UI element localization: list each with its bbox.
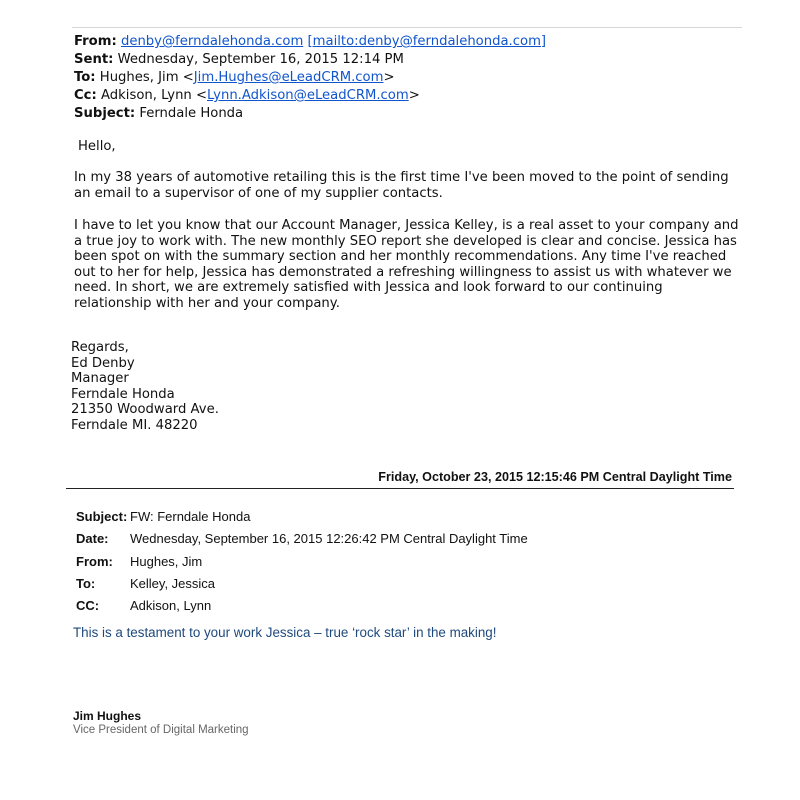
sender-name: Jim Hughes — [73, 709, 142, 723]
subject-value: Ferndale Honda — [139, 106, 244, 121]
signature-line: 21350 Woodward Ave. — [71, 402, 219, 418]
fw-date-row — [76, 531, 528, 546]
signature-line: Ed Denby — [71, 355, 135, 371]
fw-to-row — [76, 576, 215, 591]
subject-label: Subject: — [74, 106, 136, 121]
from-label: From: — [74, 34, 117, 49]
forward-note: This is a testament to your work Jessica – true ‘rock star’ in the making! — [73, 625, 497, 640]
header-sent-line — [74, 51, 404, 69]
top-divider — [72, 27, 742, 28]
fw-from-value: Hughes, Jim — [130, 554, 203, 569]
fw-from-row — [76, 554, 202, 569]
fw-from-label: From: — [76, 554, 113, 569]
fw-subject-label: Subject: — [76, 509, 128, 524]
cc-email-link[interactable]: Lynn.Adkison@eLeadCRM.com — [207, 88, 409, 103]
section-divider — [66, 488, 734, 489]
fw-subject-row — [76, 509, 250, 524]
header-subject-line — [74, 105, 243, 123]
fw-cc-row — [76, 598, 211, 613]
from-mailto-link[interactable]: [mailto:denby@ferndalehonda.com] — [307, 34, 547, 49]
signature-block — [71, 340, 219, 434]
cc-label: Cc: — [74, 88, 97, 103]
fw-cc-value: Adkison, Lynn — [130, 598, 212, 613]
signature-line: Regards, — [71, 340, 129, 355]
header-to-line — [74, 69, 395, 87]
signature-line: Manager — [71, 371, 129, 387]
sent-value: Wednesday, September 16, 2015 12:14 PM — [117, 52, 404, 67]
cc-close: > — [408, 88, 420, 103]
header-from-line — [74, 33, 546, 51]
fw-to-value: Kelley, Jessica — [130, 576, 216, 591]
fw-date-value: Wednesday, September 16, 2015 12:26:42 PM Central Daylight Time — [130, 531, 528, 546]
cc-name: Adkison, Lynn < — [100, 88, 208, 103]
signature-line: Ferndale MI. 48220 — [71, 417, 198, 433]
to-email-link[interactable]: Jim.Hughes@eLeadCRM.com — [193, 70, 384, 85]
body-paragraph-2: I have to let you know that our Account Manager, Jessica Kelley, is a real asset to your company and a true joy to work with. The new monthly SEO report she developed is clear and concise. Jessica has been spot on with the summary section and her monthly recommendations. Any time I've reached out to her for help, Jessica has demonstrated a refreshing willingness to assist us with whatever we need. In short, we are extremely satisfied with Jessica and look forward to our continuing relationship with her and your company. — [74, 218, 739, 311]
signature-line: Ferndale Honda — [71, 386, 175, 402]
print-timestamp: Friday, October 23, 2015 12:15:46 PM Central Daylight Time — [378, 470, 732, 484]
body-paragraph-1: In my 38 years of automotive retailing this is the first time I've been moved to the point of sending an email to a supervisor of one of my supplier contacts. — [74, 170, 729, 201]
to-label: To: — [74, 70, 96, 85]
to-close: > — [383, 70, 395, 85]
fw-cc-label: CC: — [76, 598, 100, 613]
to-name: Hughes, Jim < — [99, 70, 194, 85]
sender-title: Vice President of Digital Marketing — [73, 724, 249, 736]
fw-date-label: Date: — [76, 531, 109, 546]
header-cc-line — [74, 87, 420, 105]
from-email-link[interactable]: denby@ferndalehonda.com — [120, 34, 304, 49]
fw-subject-value: FW: Ferndale Honda — [130, 509, 251, 524]
sent-label: Sent: — [74, 52, 114, 67]
fw-to-label: To: — [76, 576, 96, 591]
greeting: Hello, — [78, 139, 116, 154]
